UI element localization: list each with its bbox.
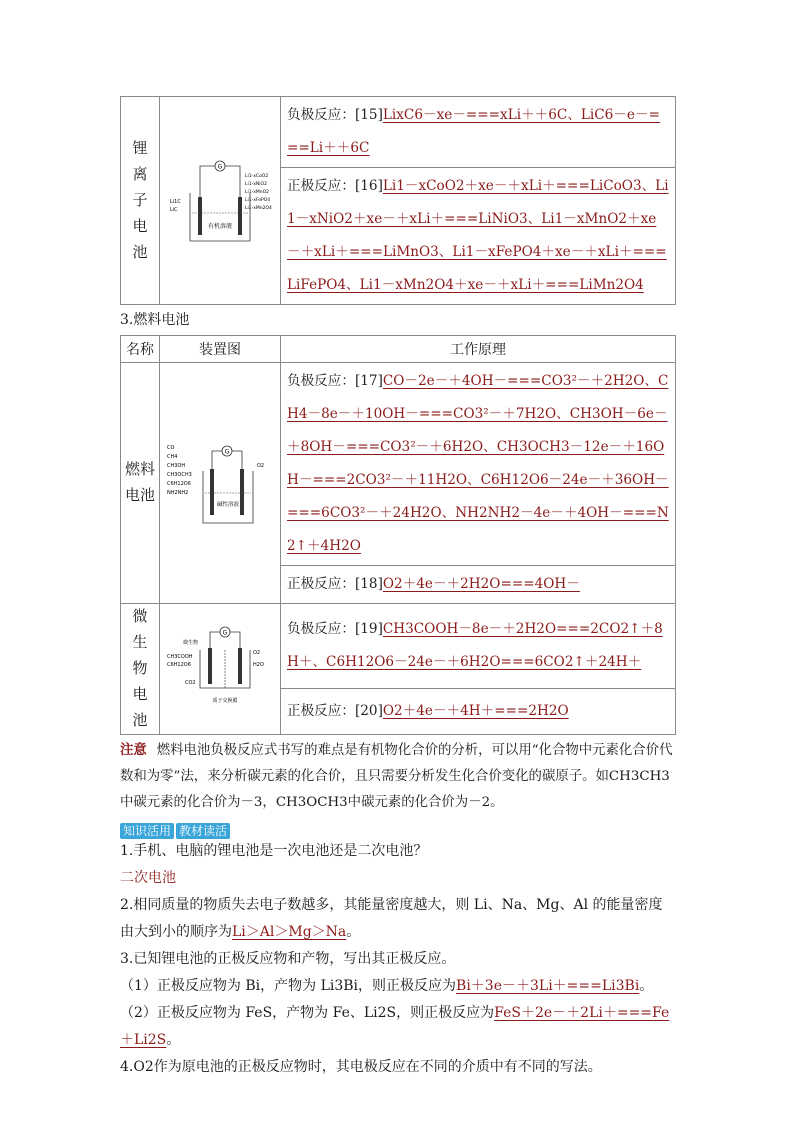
microbial-positive-reaction: 正极反应：[20]O2＋4e－＋4H＋===2H2O xyxy=(281,689,676,735)
lithium-cell-diagram xyxy=(165,153,275,245)
lithium-battery-name: 锂离子电池 xyxy=(121,97,160,305)
header-name: 名称 xyxy=(121,336,160,363)
svg-text:有机溶液: 有机溶液 xyxy=(207,222,233,230)
answer-3-2: FeS＋2e－＋2Li＋===Fe＋Li2S xyxy=(120,1005,670,1048)
svg-text:H2O: H2O xyxy=(253,662,264,668)
fuel-negative-reaction: 负极反应：[17]CO－2e－＋4OH－===CO3²－＋2H2O、CH4－8e－＋10OH－===CO3²－＋7H2O、CH3OH－6e－＋8OH－===CO3²－＋6H2O、CH3OCH3－12e－＋16OH－===2CO3²－＋11H2O、C6H12O6－24e－＋36OH－===6CO3²－＋24H2O、NH2NH2－4e－＋4OH－===N2↑＋4H2O xyxy=(281,363,676,566)
svg-text:LiC: LiC xyxy=(170,206,178,213)
question-3-2: （2）正极反应物为 FeS，产物为 Fe、Li2S，则正极反应为FeS＋2e－＋2Li＋===Fe＋Li2S。 xyxy=(120,1005,670,1048)
svg-text:CH4: CH4 xyxy=(167,454,178,460)
svg-text:质子交换膜: 质子交换膜 xyxy=(212,698,238,704)
lithium-positive-reaction: 正极反应：[16]Li1－xCoO2＋xe－＋xLi＋===LiCoO3、Li1－xNiO2＋xe－＋xLi＋===LiNiO3、Li1－xMnO2＋xe－＋xLi＋===LiMnO3、Li1－xFePO4＋xe－＋xLi＋===LiFePO4、Li1－xMn2O4＋xe－＋xLi＋===LiMn2O4 xyxy=(281,168,676,305)
question-1: 1.手机、电脑的锂电池是一次电池还是二次电池？ xyxy=(120,843,428,859)
svg-text:Li1-xCoO2: Li1-xCoO2 xyxy=(245,173,269,179)
question-3: 3.已知锂电池的正极反应物和产物，写出其正极反应。 xyxy=(120,951,456,967)
note-text: 燃料电池负极反应式书写的难点是有机物化合价的分析，可以用“化合物中元素化合价代数和为零”法，来分析碳元素的化合价，且只需要分析发生化合价变化的碳原子。如CH3CH3中碳元素的化合价为－3，CH3OCH3中碳元素的化合价为－2。 xyxy=(120,743,673,810)
svg-text:C6H12O6: C6H12O6 xyxy=(167,662,191,668)
document-page xyxy=(120,96,675,1081)
microbial-battery-name: 微生物电池 xyxy=(121,604,160,735)
tag-row xyxy=(120,820,675,838)
svg-text:CH3OH: CH3OH xyxy=(167,463,186,469)
answer-1: 二次电池 xyxy=(120,870,176,886)
fuel-battery-figure xyxy=(160,363,281,604)
svg-text:O2: O2 xyxy=(253,650,261,656)
svg-text:G: G xyxy=(224,448,230,456)
note-label: 注意 xyxy=(120,742,147,758)
fuel-battery-name: 燃料电池 xyxy=(121,363,160,604)
section-heading: 3.燃料电池 xyxy=(120,312,190,328)
answer-2: Li＞Al＞Mg＞Na xyxy=(232,924,347,940)
svg-text:Li1-xNiO2: Li1-xNiO2 xyxy=(245,181,267,187)
microbial-battery-figure xyxy=(160,604,281,735)
svg-text:CO2: CO2 xyxy=(185,680,196,686)
answer-3-1: Bi＋3e－＋3Li＋===Li3Bi xyxy=(456,978,640,994)
question-2: 2.相同质量的物质失去电子数越多，其能量密度越大，则 Li、Na、Mg、Al 的能量密度由大到小的顺序为Li＞Al＞Mg＞Na。 xyxy=(120,897,663,940)
svg-text:C6H12O6: C6H12O6 xyxy=(167,481,191,487)
lithium-battery-figure xyxy=(160,97,281,305)
svg-text:CO: CO xyxy=(167,445,175,451)
svg-text:Li1C: Li1C xyxy=(170,198,181,205)
svg-text:O2: O2 xyxy=(257,463,265,469)
svg-text:Li1-xMnO2: Li1-xMnO2 xyxy=(245,189,270,195)
lithium-battery-table xyxy=(120,96,676,305)
svg-text:G: G xyxy=(217,163,223,170)
svg-text:Li1-xFePO4: Li1-xFePO4 xyxy=(245,197,271,203)
svg-text:碱性溶液: 碱性溶液 xyxy=(216,502,240,508)
header-figure: 装置图 xyxy=(160,336,281,363)
fuel-cell-diagram xyxy=(165,431,275,531)
svg-text:Li1-xMn2O4: Li1-xMn2O4 xyxy=(245,205,272,211)
lithium-negative-reaction: 负极反应：[15]LixC6－xe－===xLi＋＋6C、LiC6－e－===Li＋＋6C xyxy=(281,97,676,168)
microbial-negative-reaction: 负极反应：[19]CH3COOH－8e－＋2H2O===2CO2↑＋8H＋、C6H12O6－24e－＋6H2O===6CO2↑＋24H＋ xyxy=(281,604,676,689)
microbial-cell-diagram xyxy=(165,622,275,712)
tag-textbook: 教材读活 xyxy=(176,823,230,839)
tag-knowledge: 知识活用 xyxy=(120,823,174,839)
fuel-positive-reaction: 正极反应：[18]O2＋4e－＋2H2O===4OH－ xyxy=(281,566,676,604)
question-4: 4.O2作为原电池的正极反应物时，其电极反应在不同的介质中有不同的写法。 xyxy=(120,1059,602,1075)
svg-text:CH3OCH3: CH3OCH3 xyxy=(167,472,192,478)
svg-text:CH3COOH: CH3COOH xyxy=(167,654,193,660)
svg-text:NH2NH2: NH2NH2 xyxy=(167,490,189,496)
question-3-1: （1）正极反应物为 Bi，产物为 Li3Bi，则正极反应为Bi＋3e－＋3Li＋===Li3Bi。 xyxy=(120,978,654,994)
note-block xyxy=(120,737,675,816)
svg-text:G: G xyxy=(222,629,228,637)
header-principle: 工作原理 xyxy=(281,336,676,363)
svg-text:微生物: 微生物 xyxy=(183,640,199,646)
fuel-battery-table xyxy=(120,335,676,735)
